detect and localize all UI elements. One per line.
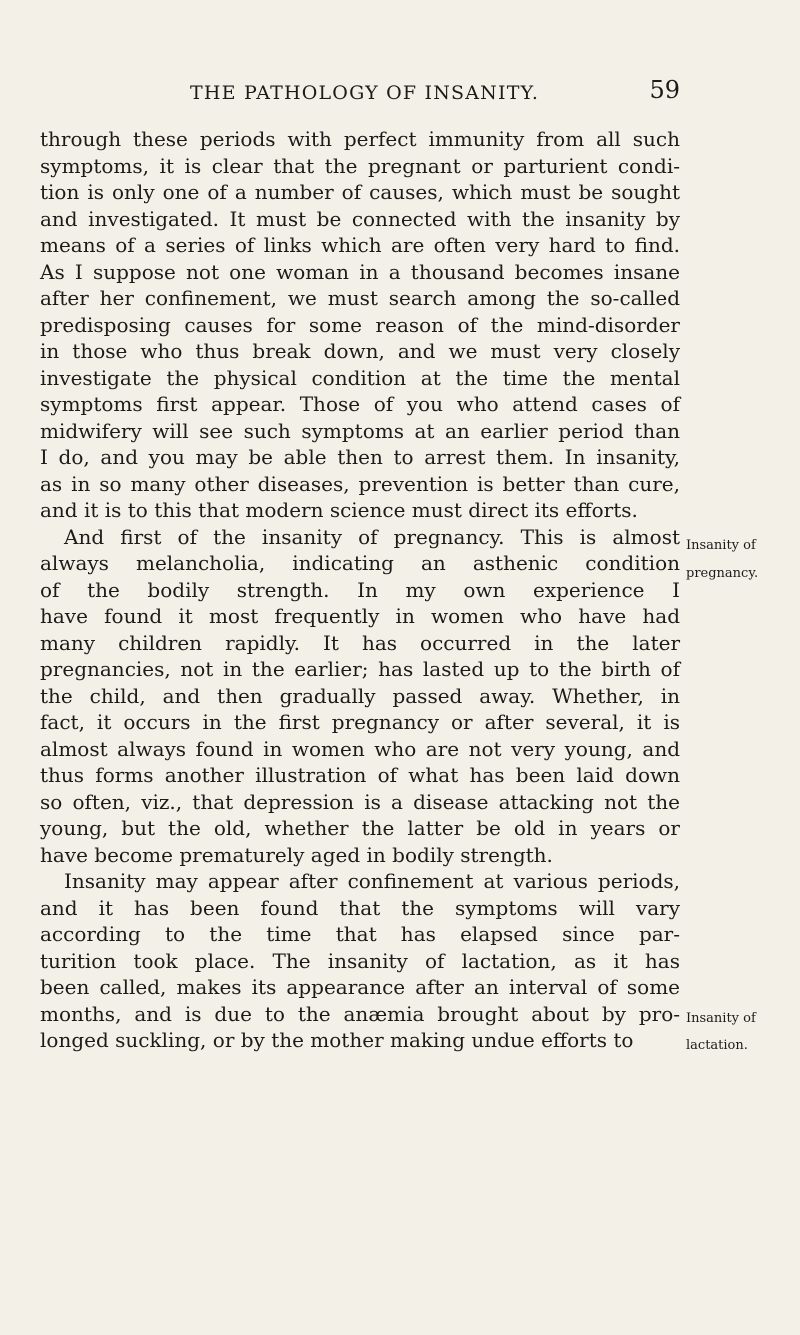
text-line: and it is to this that modern science must direct its efforts.: [40, 498, 638, 522]
text-line: midwifery will see such symptoms at an earlier period than: [40, 418, 680, 443]
text-line: tion is only one of a number of causes, which must be sought: [40, 180, 680, 204]
text-line: and it has been found that the symptoms will vary: [40, 895, 680, 920]
text-line: many children rapidly. It has occurred in the later: [40, 630, 680, 655]
text-line: according to the time that has elapsed since par-: [40, 922, 680, 946]
margin-note: lactation.: [686, 1038, 748, 1053]
text-line: of the bodily strength. In my own experience I: [40, 577, 680, 602]
text-line: And first of the insanity of pregnancy. This is almost: [64, 524, 680, 549]
text-line: as in so many other diseases, prevention is better than cure,: [40, 471, 680, 496]
text-line: fact, it occurs in the first pregnancy or after several, it is: [40, 710, 680, 734]
running-title: THE PATHOLOGY OF INSANITY.: [190, 82, 540, 104]
text-line: symptoms, it is clear that the pregnant or parturient condi-: [40, 153, 680, 178]
margin-note: Insanity of: [686, 538, 756, 553]
body-text: [40, 126, 680, 1054]
text-line: in those who thus break down, and we must very closely: [40, 339, 680, 363]
text-line: through these periods with perfect immunity from all such: [40, 127, 680, 151]
text-line: As I suppose not one woman in a thousand becomes insane: [40, 259, 680, 284]
text-line: almost always found in women who are not very young, and: [40, 736, 680, 761]
text-line: months, and is due to the anæmia brought about by pro-: [40, 1001, 680, 1026]
page-header: [40, 76, 680, 110]
text-line: have become prematurely aged in bodily strength.: [40, 842, 553, 867]
text-line: young, but the old, whether the latter be old in years or: [40, 816, 680, 840]
text-line: Insanity may appear after confinement at various periods,: [64, 869, 680, 893]
text-line: thus forms another illustration of what has been laid down: [40, 763, 680, 787]
margin-note: pregnancy.: [686, 566, 759, 581]
text-line: longed suckling, or by the mother making undue efforts to: [40, 1028, 634, 1052]
text-line: been called, makes its appearance after an interval of some: [40, 975, 680, 999]
page-number: 59: [649, 76, 680, 104]
text-line: means of a series of links which are often very hard to find.: [40, 233, 680, 257]
margin-note: Insanity of: [686, 1011, 756, 1026]
text-line: have found it most frequently in women who have had: [40, 604, 680, 628]
text-line: symptoms first appear. Those of you who attend cases of: [40, 392, 680, 416]
text-line: turition took place. The insanity of lactation, as it has: [40, 948, 680, 973]
text-line: always melancholia, indicating an asthenic condition: [40, 551, 680, 575]
text-line: the child, and then gradually passed away. Whether, in: [40, 683, 680, 708]
text-line: so often, viz., that depression is a disease attacking not the: [40, 789, 680, 814]
text-line: I do, and you may be able then to arrest them. In insanity,: [40, 445, 680, 469]
text-line: predisposing causes for some reason of the mind-disorder: [40, 312, 680, 337]
text-line: investigate the physical condition at the time the mental: [40, 365, 680, 390]
text-line: pregnancies, not in the earlier; has lasted up to the birth of: [40, 657, 680, 681]
text-line: after her confinement, we must search among the so-called: [40, 286, 680, 310]
text-line: and investigated. It must be connected with the insanity by: [40, 206, 680, 231]
